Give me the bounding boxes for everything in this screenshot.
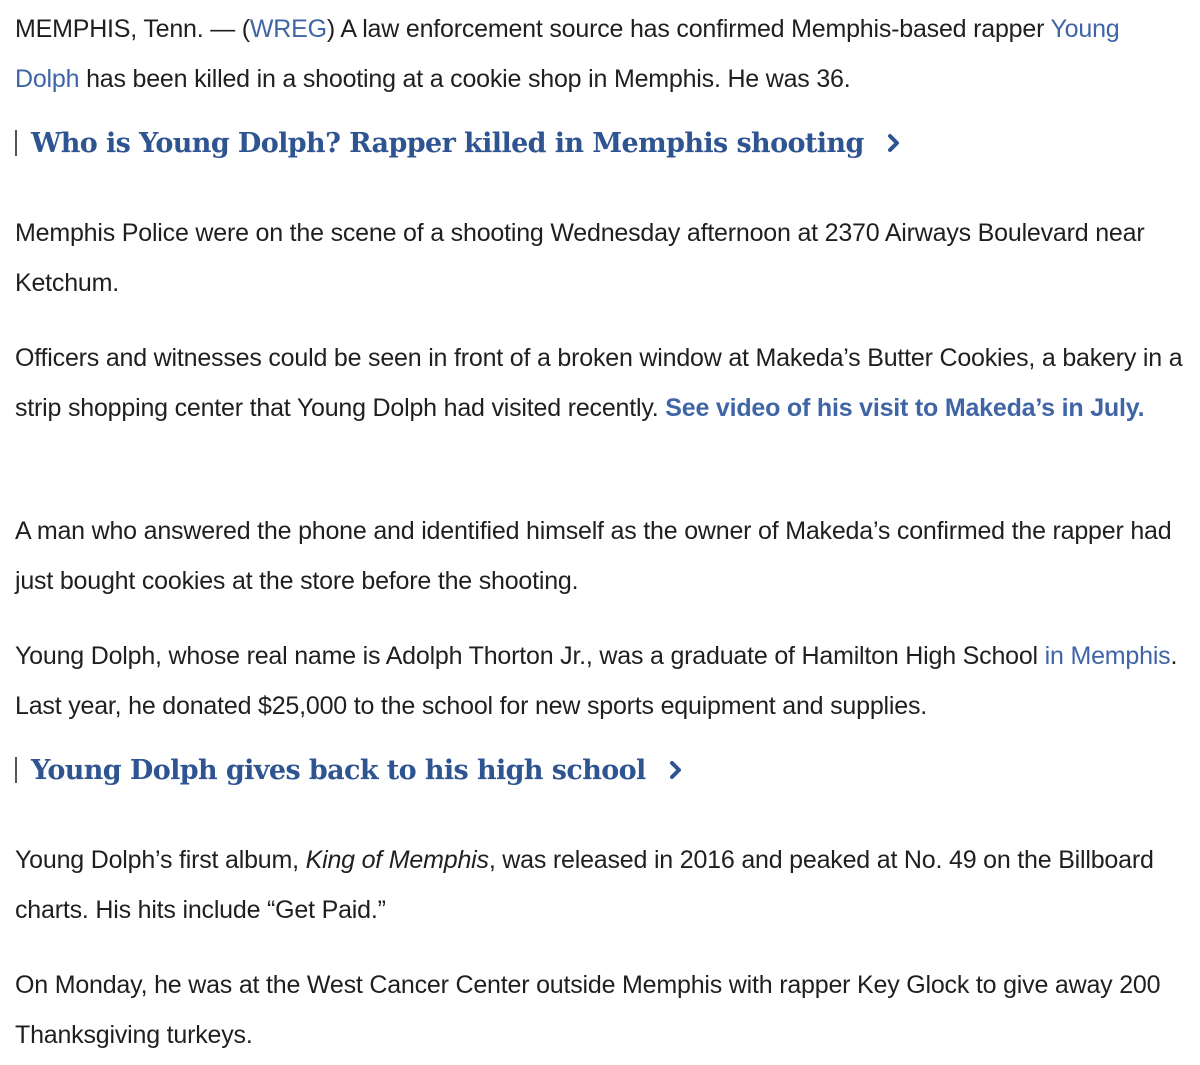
paragraph-police-scene: Memphis Police were on the scene of a shooting Wednesday afternoon at 2370 Airways Boulevard near Ketchum. [15,219,1145,297]
hamilton-text-end: . Last year, he donated $25,000 to the school for new sports equipment and supplies. [15,642,1178,720]
related-story-bar [15,757,17,783]
chevron-right-icon [666,760,686,780]
related-story-title[interactable]: Who is Young Dolph? Rapper killed in Memphis shooting [31,127,864,159]
album-text: Young Dolph’s first album, [15,846,306,874]
paragraph-hamilton-high [15,631,1187,731]
wreg-link[interactable]: WREG [249,15,327,43]
paragraph-owner-confirmed: A man who answered the phone and identified himself as the owner of Makeda’s confirmed the rapper had just bought cookies at the store before the shooting. [15,517,1172,595]
in-memphis-link[interactable]: in Memphis [1044,642,1171,670]
intro-text: ) A law enforcement source has confirmed Memphis-based rapper [326,15,1051,43]
related-story-who-is-young-dolph[interactable] [15,118,904,168]
broken-window-text: Officers and witnesses could be seen in front of a broken window at Makeda’s Butter Cookies, a bakery in a strip shopping center that Young Dolph had visited recently. [15,344,1183,422]
paragraph-first-album [15,835,1187,935]
video-visit-link[interactable]: See video of his visit to Makeda’s in July. [665,394,1145,422]
paragraph-broken-window [15,333,1187,433]
paragraph-intro [15,4,1187,104]
related-story-gives-back[interactable] [15,745,686,795]
related-story-title[interactable]: Young Dolph gives back to his high school [31,754,646,786]
chevron-right-icon [884,133,904,153]
intro-text-end: has been killed in a shooting at a cookie shop in Memphis. He was 36. [79,65,851,93]
hamilton-text: Young Dolph, whose real name is Adolph Thorton Jr., was a graduate of Hamilton High School [15,642,1045,670]
paragraph-turkey-giveaway: On Monday, he was at the West Cancer Center outside Memphis with rapper Key Glock to give away 200 Thanksgiving turkeys. [15,971,1161,1049]
related-story-bar [15,130,17,156]
album-text-end: , was released in 2016 and peaked at No. 49 on the Billboard charts. His hits include “Get Paid.” [15,846,1154,924]
dateline-text: MEMPHIS, Tenn. — ( [15,15,250,43]
young-dolph-link[interactable]: Young Dolph [15,15,1120,93]
album-title: King of Memphis [305,846,489,874]
